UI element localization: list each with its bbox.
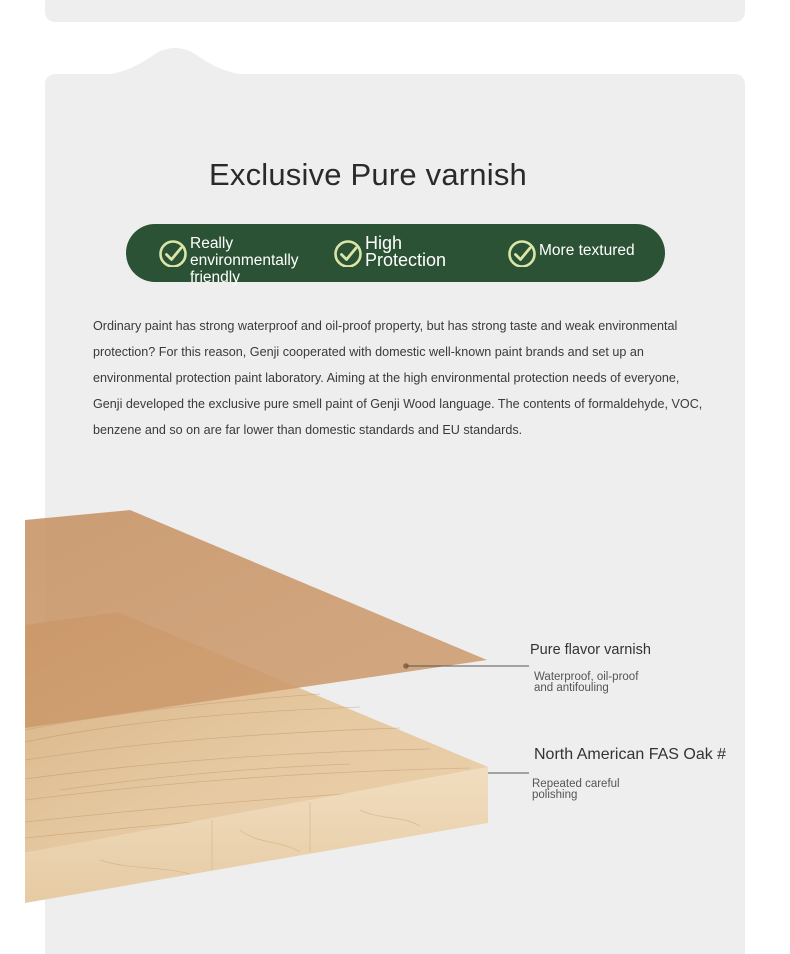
description-paragraph: Ordinary paint has strong waterproof and oil-proof property, but has strong taste and weak environmental protection? For this reason, Genji cooperated with domestic well-known paint brands and set up an environmental protection paint laboratory. Aiming at the high environmental protection needs of everyone, Genji developed the exclusive pure smell paint of Genji Wood language. The contents of formaldehyde, VOC, benzene and so on are far lower than domestic standards and EU standards. xyxy=(93,319,703,437)
feature-label-line: High xyxy=(365,233,403,253)
callout-oak-subtitle: Repeated careful xyxy=(532,778,620,790)
callout-varnish-subtitle: and antifouling xyxy=(534,682,609,694)
feature-label-line: Really xyxy=(190,235,234,252)
feature-label-line: friendly xyxy=(190,269,240,286)
feature-label-line: environmentally xyxy=(190,252,299,269)
callout-oak-subtitle: polishing xyxy=(532,789,578,801)
callout-varnish-subtitle: Waterproof, oil-proof xyxy=(534,671,639,683)
callout-varnish-title: Pure flavor varnish xyxy=(530,642,651,658)
feature-label-line: More textured xyxy=(539,242,635,259)
callout-oak-title: North American FAS Oak # xyxy=(534,746,727,763)
section-title: Exclusive Pure varnish xyxy=(209,157,527,192)
feature-label-line: Protection xyxy=(365,250,447,270)
